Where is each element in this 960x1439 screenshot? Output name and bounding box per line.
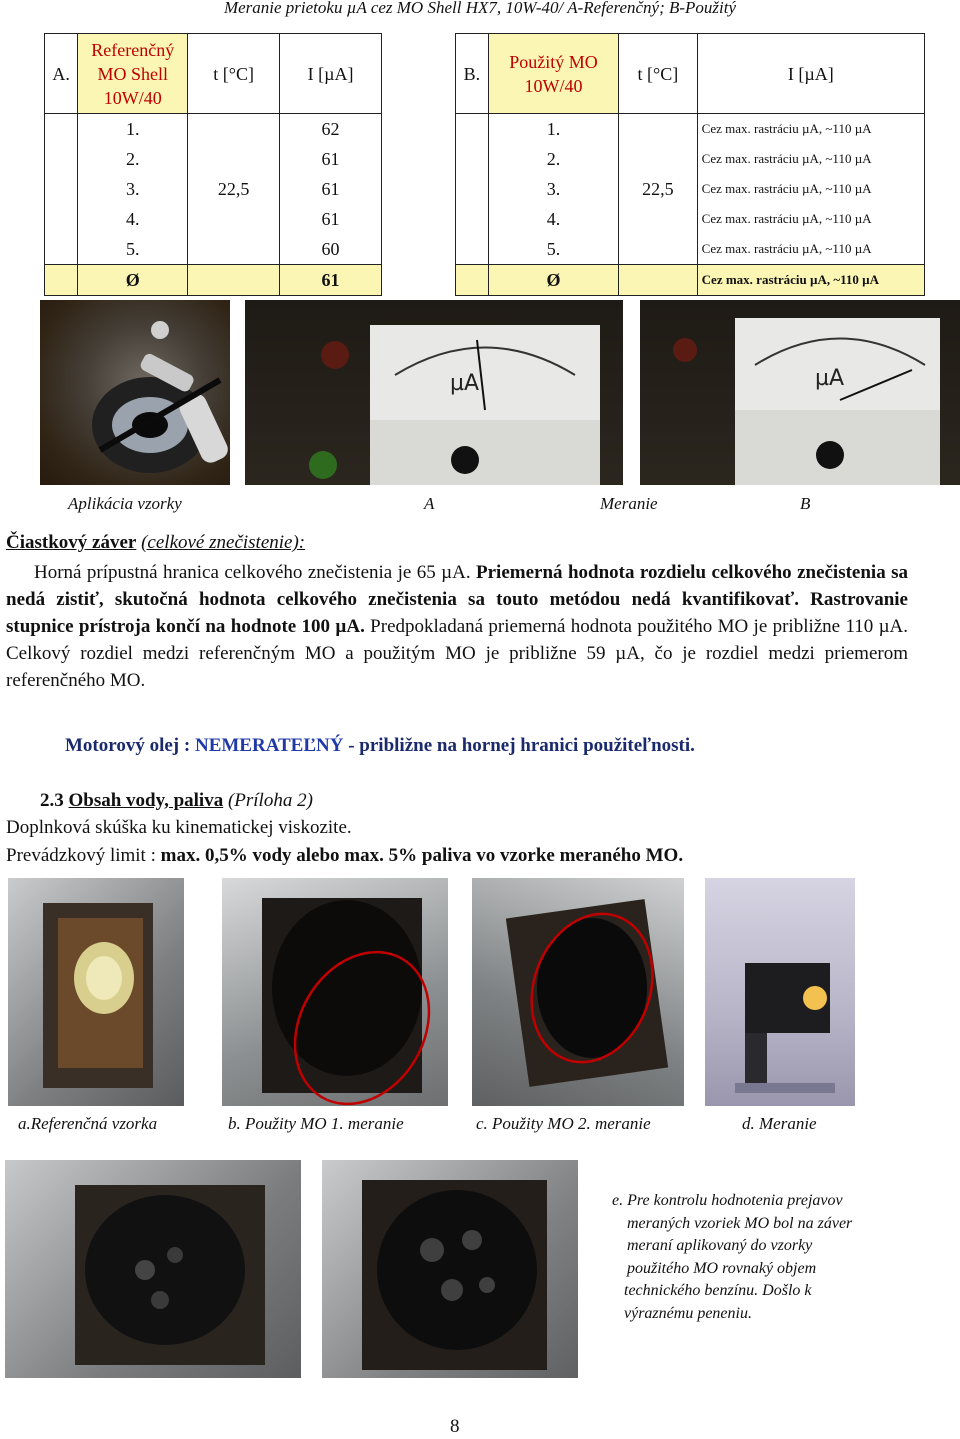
table-a-num: 3. — [78, 174, 188, 204]
table-a-avg-label: Ø — [78, 265, 188, 296]
section-number: 2.3 — [40, 790, 64, 811]
table-used — [455, 33, 925, 296]
conclusion-note: (celkové znečistenie): — [141, 532, 306, 553]
photo-meter-a — [245, 300, 623, 485]
caption-reference-sample: a.Referenčná vzorka — [18, 1114, 158, 1133]
table-b-name: Použitý MO 10W/40 — [488, 34, 618, 114]
photo-used-sample-2 — [472, 878, 684, 1106]
conclusion-p2: Priemerná hodnota rozdielu celkového znečistenia sa nedá zistiť, skutočná hodnota celkového znečistenia sa touto metódou nedá kvantifikovať. Rastrovanie stupnice prístroja končí na hodnote 100 µA. — [6, 562, 909, 637]
table-a-num: 1. — [78, 114, 188, 145]
conclusion-p1: Horná prípustná hranica celkového znečistenia je 65 µA. — [34, 562, 471, 583]
table-a-name: Referenčný MO Shell 10W/40 — [78, 34, 188, 114]
meter-b-unit: µA — [815, 366, 845, 391]
table-a-temp: 22,5 — [188, 114, 280, 265]
note-e-line: technického benzínu. Došlo k — [624, 1282, 812, 1299]
section-title: Obsah vody, paliva — [68, 790, 224, 811]
table-a-num: 2. — [78, 144, 188, 174]
section-limit — [6, 845, 683, 867]
conclusion-title: Čiastkový záver — [6, 532, 137, 553]
table-reference — [44, 33, 382, 296]
table-b-col-i: I [µA] — [697, 34, 924, 114]
table-a-num: 4. — [78, 204, 188, 234]
caption-measurement-d: d. Meranie — [742, 1114, 817, 1133]
section-ref: (Príloha 2) — [227, 790, 313, 811]
section-line2: Doplnková skúška ku kinematickej viskozite. — [6, 817, 352, 838]
caption-b: B — [800, 494, 811, 513]
note-e-line: meraných vzoriek MO bol na záver — [627, 1214, 853, 1232]
photo-foaming-1 — [5, 1160, 301, 1378]
table-b-val: Cez max. rastráciu µA, ~110 µA — [697, 204, 924, 234]
table-a-num: 5. — [78, 234, 188, 265]
note-e-line: použitého MO rovnaký objem — [627, 1259, 817, 1277]
table-a-avg-value: 61 — [280, 265, 382, 296]
note-e-line: výraznému peneniu. — [624, 1304, 752, 1322]
table-b-avg-label: Ø — [488, 265, 618, 296]
table-b-num: 5. — [488, 234, 618, 265]
caption-measurement: Meranie — [600, 494, 658, 513]
table-b-val: Cez max. rastráciu µA, ~110 µA — [697, 174, 924, 204]
section-heading — [40, 790, 313, 812]
caption-application: Aplikácia vzorky — [68, 494, 182, 513]
table-b-label: B. — [456, 34, 489, 114]
table-b-val: Cez max. rastráciu µA, ~110 µA — [697, 114, 924, 145]
table-b-val: Cez max. rastráciu µA, ~110 µA — [697, 234, 924, 265]
note-e-line: meraní aplikovaný do vzorky — [627, 1237, 813, 1254]
photo-used-sample-1 — [222, 878, 448, 1106]
photo-measurement — [705, 878, 855, 1106]
verdict-suffix: - približne na hornej hranici použiteľnosti. — [343, 735, 695, 756]
table-b-num: 2. — [488, 144, 618, 174]
photo-meter-b — [640, 300, 960, 485]
table-a-val: 60 — [280, 234, 382, 265]
limit-value: max. 0,5% vody alebo max. 5% paliva vo vzorke meraného MO. — [155, 845, 684, 866]
table-a-val: 61 — [280, 144, 382, 174]
table-a-val: 62 — [280, 114, 382, 145]
table-a-col-t: t [°C] — [188, 34, 280, 114]
conclusion-p3: Predpokladaná priemerná hodnota použitého MO je približne 110 µA. Celkový rozdiel medzi referenčným MO a použitým MO je približne 59 µA, čo je rozdiel medzi priemerom referenčného MO. — [6, 616, 909, 691]
table-b-col-t: t [°C] — [619, 34, 698, 114]
page-header: Meranie prietoku µA cez MO Shell HX7, 10W-40/ A-Referenčný; B-Použitý — [223, 0, 737, 17]
table-b-val: Cez max. rastráciu µA, ~110 µA — [697, 144, 924, 174]
caption-used-2: c. Použity MO 2. meranie — [476, 1114, 651, 1133]
table-a-val: 61 — [280, 174, 382, 204]
note-e-line: e. Pre kontrolu hodnotenia prejavov — [612, 1192, 843, 1209]
conclusion-heading — [6, 532, 305, 554]
photo-reference-sample — [8, 878, 184, 1106]
conclusion-paragraph — [6, 559, 908, 694]
table-b-temp: 22,5 — [619, 114, 698, 265]
table-b-num: 1. — [488, 114, 618, 145]
table-b-avg-value: Cez max. rastráciu µA, ~110 µA — [697, 265, 924, 296]
verdict — [65, 735, 695, 757]
note-e — [612, 1190, 852, 1325]
verdict-prefix: Motorový olej : — [65, 735, 195, 756]
table-a-label: A. — [45, 34, 78, 114]
limit-label: Prevádzkový limit : — [6, 845, 156, 866]
table-b-num: 4. — [488, 204, 618, 234]
table-a-col-i: I [µA] — [280, 34, 382, 114]
page-number: 8 — [450, 1416, 460, 1437]
caption-a: A — [424, 494, 435, 513]
photo-foaming-2 — [322, 1160, 578, 1378]
table-a-val: 61 — [280, 204, 382, 234]
photo-sample-application — [40, 300, 230, 485]
meter-a-unit: µA — [450, 371, 480, 396]
verdict-status: NEMERATEĽNÝ — [194, 735, 344, 756]
table-b-num: 3. — [488, 174, 618, 204]
caption-used-1: b. Použity MO 1. meranie — [228, 1114, 404, 1133]
